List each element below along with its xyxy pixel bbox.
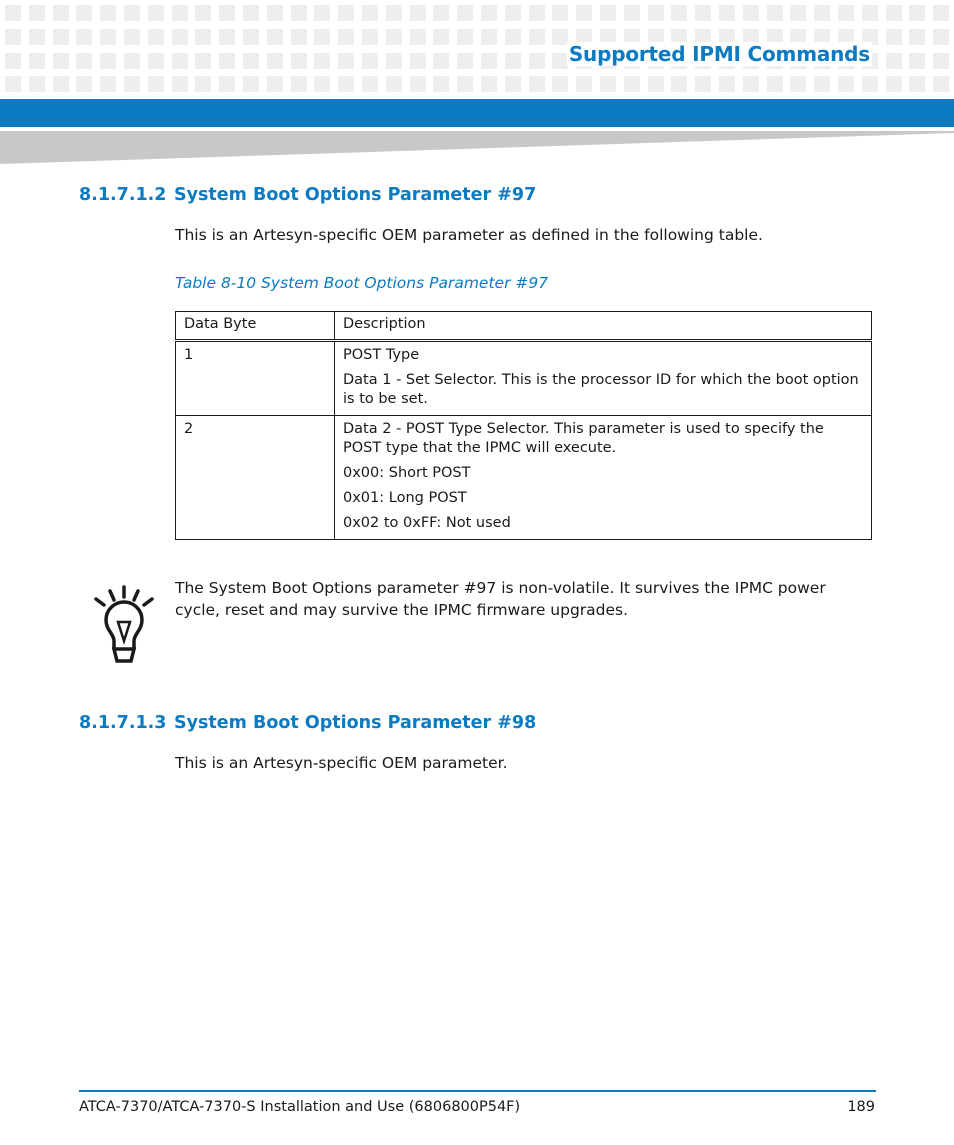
header-pattern-square	[600, 5, 616, 21]
header-pattern-square	[314, 29, 330, 45]
header-pattern-square	[410, 53, 426, 69]
header-pattern-square	[767, 5, 783, 21]
header-pattern-square	[410, 76, 426, 92]
header-pattern-square	[529, 53, 545, 69]
header-pattern-square	[481, 76, 497, 92]
header-pattern-square	[481, 5, 497, 21]
header-pattern-square	[148, 76, 164, 92]
section-intro-98: This is an Artesyn-specific OEM parameter.	[175, 754, 508, 772]
header-pattern-square	[338, 29, 354, 45]
header-pattern-square	[886, 76, 902, 92]
header-pattern-square	[576, 5, 592, 21]
section-number: 8.1.7.1.3	[79, 713, 167, 733]
header-pattern-square	[243, 5, 259, 21]
header-pattern-square	[933, 29, 949, 45]
header-pattern-square	[5, 53, 21, 69]
header-pattern-square	[124, 76, 140, 92]
header-pattern-square	[933, 5, 949, 21]
header-pattern-square	[219, 76, 235, 92]
header-pattern-square	[100, 5, 116, 21]
header-pattern-square	[433, 53, 449, 69]
header-pattern-square	[862, 76, 878, 92]
column-header-data-byte: Data Byte	[176, 312, 335, 341]
header-pattern-square	[338, 53, 354, 69]
header-pattern-square	[29, 76, 45, 92]
header-pattern-square	[267, 29, 283, 45]
header-pattern-square	[886, 29, 902, 45]
header-pattern-square	[886, 5, 902, 21]
header-pattern-square	[624, 76, 640, 92]
header-pattern-square	[362, 76, 378, 92]
header-pattern-square	[576, 76, 592, 92]
header-pattern-square	[338, 5, 354, 21]
header-pattern-square	[124, 5, 140, 21]
header-pattern-square	[53, 53, 69, 69]
header-pattern-square	[719, 5, 735, 21]
header-pattern-square	[529, 76, 545, 92]
header-pattern-square	[743, 76, 759, 92]
header-pattern-square	[433, 29, 449, 45]
header-pattern-square	[933, 76, 949, 92]
header-pattern-square	[505, 76, 521, 92]
header-pattern-square	[195, 5, 211, 21]
header-pattern-square	[909, 29, 925, 45]
section-heading-97	[79, 185, 536, 205]
table-row	[176, 341, 872, 416]
header-pattern-square	[433, 5, 449, 21]
section-heading-98	[79, 713, 536, 733]
header-pattern-square	[76, 53, 92, 69]
header-pattern-square	[29, 29, 45, 45]
section-title: System Boot Options Parameter #97	[174, 185, 537, 205]
header-pattern-square	[148, 53, 164, 69]
header-pattern-square	[219, 29, 235, 45]
header-pattern-square	[457, 5, 473, 21]
description-line: POST Type	[343, 347, 420, 363]
header-pattern-square	[291, 5, 307, 21]
footer-doc-title: ATCA-7370/ATCA-7370-S Installation and Use (6806800P54F)	[79, 1099, 521, 1115]
header-pattern-square	[767, 76, 783, 92]
table-header-row	[176, 312, 872, 341]
header-pattern-square	[76, 5, 92, 21]
header-pattern-square	[648, 76, 664, 92]
header-pattern-square	[291, 53, 307, 69]
header-pattern-square	[695, 76, 711, 92]
header-pattern-square	[291, 29, 307, 45]
header-pattern-square	[457, 76, 473, 92]
header-pattern-square	[314, 53, 330, 69]
header-pattern-square	[148, 5, 164, 21]
header-pattern-square	[124, 29, 140, 45]
header-pattern-square	[481, 53, 497, 69]
description-line: Data 2 - POST Type Selector. This parameter is used to specify the POST type that the IPMC will execute.	[343, 421, 824, 456]
section-number: 8.1.7.1.2	[79, 185, 167, 205]
header-pattern-square	[838, 76, 854, 92]
header-pattern-square	[457, 29, 473, 45]
running-header-title: Supported IPMI Commands	[568, 42, 870, 66]
header-pattern-square	[838, 5, 854, 21]
header-pattern-square	[505, 29, 521, 45]
data-byte-cell: 2	[176, 416, 335, 540]
header-pattern-square	[243, 53, 259, 69]
header-pattern-square	[814, 5, 830, 21]
header-pattern-square	[76, 76, 92, 92]
header-pattern-square	[790, 76, 806, 92]
header-pattern-square	[457, 53, 473, 69]
header-pattern-square	[529, 29, 545, 45]
header-pattern-square	[5, 29, 21, 45]
header-pattern-square	[862, 5, 878, 21]
header-pattern-square	[624, 5, 640, 21]
header-pattern-square	[790, 5, 806, 21]
header-pattern-square	[362, 29, 378, 45]
header-pattern-square	[5, 76, 21, 92]
description-line: 0x01: Long POST	[343, 490, 467, 506]
header-pattern-square	[291, 76, 307, 92]
header-pattern-square	[53, 76, 69, 92]
header-pattern-square	[909, 5, 925, 21]
section-title: System Boot Options Parameter #98	[174, 713, 537, 733]
header-pattern-square	[671, 76, 687, 92]
header-pattern-square	[53, 29, 69, 45]
header-pattern-square	[886, 53, 902, 69]
header-pattern-square	[505, 53, 521, 69]
header-pattern-square	[743, 5, 759, 21]
header-pattern-square	[172, 76, 188, 92]
header-pattern-square	[386, 29, 402, 45]
params-table	[175, 311, 872, 540]
header-pattern-square	[172, 5, 188, 21]
header-pattern-square	[362, 5, 378, 21]
header-pattern-square	[481, 29, 497, 45]
description-line: 0x00: Short POST	[343, 465, 471, 481]
header-pattern-square	[124, 53, 140, 69]
header-pattern-square	[552, 76, 568, 92]
header-pattern-square	[100, 29, 116, 45]
header-pattern-square	[338, 76, 354, 92]
header-pattern-square	[172, 53, 188, 69]
header-pattern-square	[53, 5, 69, 21]
note-text: The System Boot Options parameter #97 is non-volatile. It survives the IPMC power cycle, reset and may survive the IPMC firmware upgrades.	[175, 579, 826, 619]
header-pattern-square	[648, 5, 664, 21]
table-row	[176, 416, 872, 540]
header-pattern-square	[195, 53, 211, 69]
header-pattern-square	[386, 5, 402, 21]
header-pattern-square	[219, 5, 235, 21]
header-pattern-square	[314, 76, 330, 92]
column-header-description: Description	[335, 312, 872, 341]
header-pattern-square	[410, 29, 426, 45]
description-cell	[335, 341, 872, 416]
description-line: Data 1 - Set Selector. This is the processor ID for which the boot option is to be set.	[343, 372, 859, 407]
lightbulb-icon	[92, 585, 156, 667]
header-pattern-square	[386, 76, 402, 92]
page-number: 189	[847, 1099, 875, 1115]
description-cell	[335, 416, 872, 540]
header-pattern-square	[933, 53, 949, 69]
section-intro-97: This is an Artesyn-specific OEM parameter as defined in the following table.	[175, 226, 763, 244]
header-pattern-square	[362, 53, 378, 69]
header-pattern-square	[267, 76, 283, 92]
table-caption: Table 8-10 System Boot Options Parameter #97	[175, 274, 549, 292]
header-pattern-square	[505, 5, 521, 21]
footer-rule	[79, 1090, 876, 1092]
header-grey-wedge	[0, 131, 954, 164]
header-pattern-square	[600, 76, 616, 92]
header-pattern-square	[552, 5, 568, 21]
header-blue-bar	[0, 99, 954, 127]
header-pattern-square	[172, 29, 188, 45]
header-pattern-square	[195, 29, 211, 45]
header-pattern-square	[100, 53, 116, 69]
header-pattern-square	[5, 5, 21, 21]
header-pattern-square	[386, 53, 402, 69]
header-pattern-square	[219, 53, 235, 69]
header-pattern-square	[195, 76, 211, 92]
header-pattern-square	[433, 76, 449, 92]
header-pattern-square	[410, 5, 426, 21]
header-pattern-square	[29, 53, 45, 69]
header-pattern-square	[529, 5, 545, 21]
header-pattern-square	[267, 53, 283, 69]
header-pattern-square	[671, 5, 687, 21]
header-pattern-square	[695, 5, 711, 21]
header-pattern-square	[719, 76, 735, 92]
header-pattern-square	[267, 5, 283, 21]
header-pattern-square	[814, 76, 830, 92]
header-pattern-square	[148, 29, 164, 45]
header-pattern-square	[909, 53, 925, 69]
header-pattern-square	[76, 29, 92, 45]
header-pattern-square	[314, 5, 330, 21]
header-pattern-square	[243, 76, 259, 92]
header-pattern-square	[909, 76, 925, 92]
data-byte-cell: 1	[176, 341, 335, 416]
header-pattern-square	[29, 5, 45, 21]
header-pattern-square	[243, 29, 259, 45]
description-line: 0x02 to 0xFF: Not used	[343, 515, 511, 531]
header-pattern-square	[100, 76, 116, 92]
